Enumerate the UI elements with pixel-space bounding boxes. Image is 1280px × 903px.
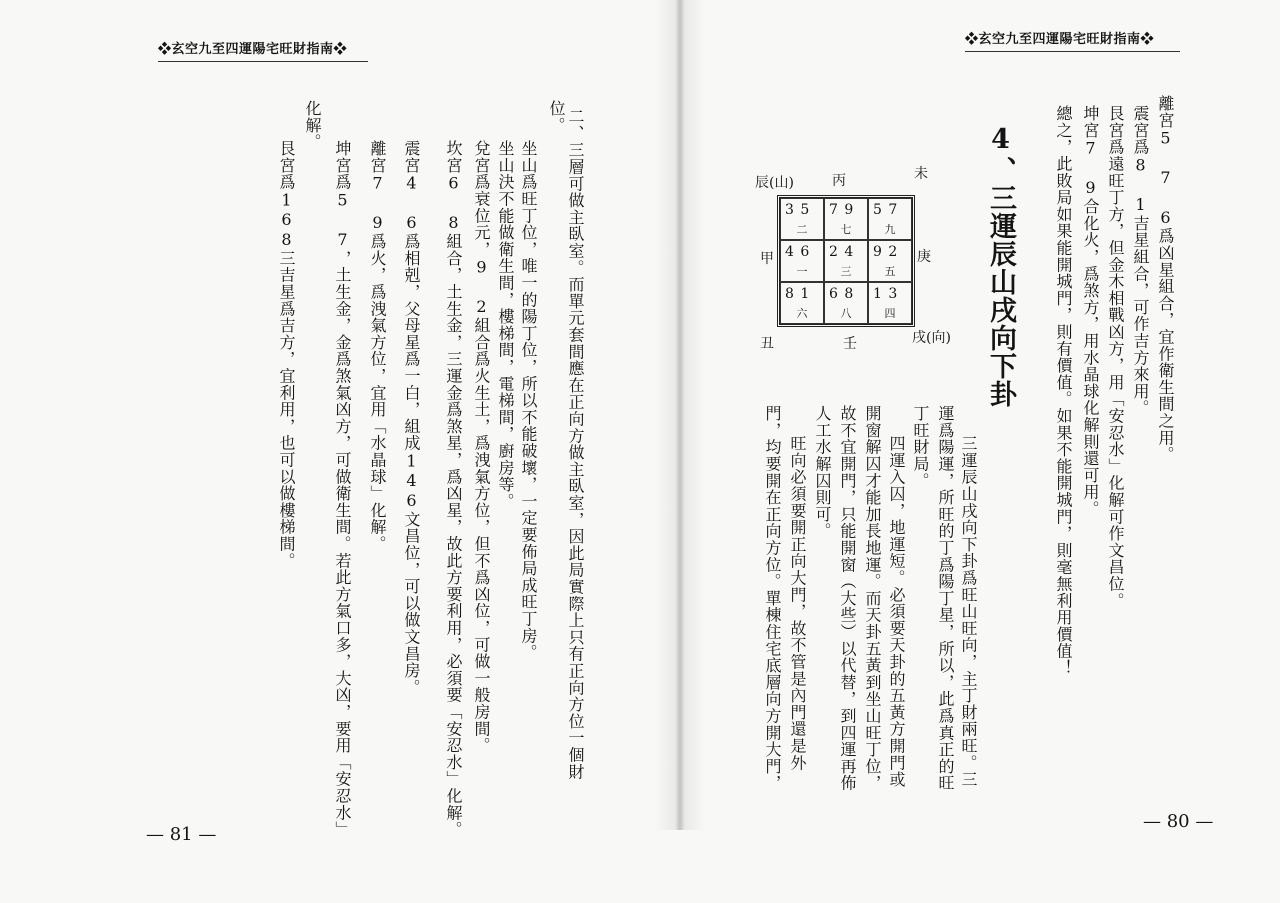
- text-column: 旺向必須要開正向大門，故不管是內門還是外: [788, 435, 807, 771]
- star-chart-grid: [777, 195, 915, 327]
- text-column: 總之，此敗局如果能開城門，則有價值。如果不能開城門，則毫無利用價值！: [1054, 105, 1073, 677]
- cell-stars: 6 8: [829, 286, 855, 302]
- chart-cell: [868, 282, 912, 324]
- page-number: — 81 —: [146, 824, 217, 845]
- text-column: 門，均要開在正向方位。單棟住宅底層向方開大門，: [763, 405, 782, 792]
- cell-stars: 2 4: [829, 244, 855, 260]
- cell-stars: 9 2: [873, 244, 899, 260]
- chart-cell: [780, 198, 824, 240]
- text-column: 故不宜開門，只能開窗（大些）以代替，到四運再佈: [838, 405, 857, 792]
- cell-period: 四: [884, 307, 896, 320]
- text-column: 震宮爲8 1吉星組合，可作吉方來用。: [1131, 105, 1150, 417]
- text-column: 離宮7 9爲火，爲洩氣方位，宜用「水晶球」化解。: [368, 140, 387, 553]
- section-title: 4、三運辰山戌向下卦: [985, 124, 1016, 408]
- cell-period: 六: [796, 307, 808, 320]
- chart-label-left: 甲: [760, 251, 774, 267]
- text-column: 開窗解囚才能加長地運。而天卦五黃到坐山旺丁位，: [863, 405, 882, 792]
- cell-period: 九: [884, 223, 896, 236]
- chart-label-top-left: 辰(山): [755, 175, 794, 191]
- text-column: 人工水解囚則可。: [813, 405, 832, 540]
- chart-label-top-right: 未: [914, 166, 928, 182]
- cell-period: 八: [840, 307, 852, 320]
- running-header-left: ❖玄空九至四運陽宅旺財指南❖: [158, 38, 368, 62]
- text-column: 運爲陽運，所旺的丁爲陽丁星，所以，此爲真正的旺: [936, 405, 955, 792]
- chart-cell: [780, 282, 824, 324]
- text-column: 化解。: [303, 100, 322, 151]
- cell-stars: 8 1: [785, 286, 811, 302]
- text-column: 坤宮7 9合化火，爲煞方，用水晶球化解則還可用。: [1081, 105, 1100, 518]
- book-gutter-shadow: [655, 0, 705, 830]
- chart-cell: [824, 198, 868, 240]
- text-column: 震宮4 6爲相剋，父母星爲一白，組成146文昌位，可以做文昌房。: [402, 140, 421, 696]
- cell-stars: 4 6: [785, 244, 811, 260]
- page-number: — 80 —: [1143, 811, 1214, 832]
- text-column: 坐山爲旺丁位，唯一的陽丁位，所以不能破壞，一定要佈局成旺丁房。: [519, 140, 538, 661]
- text-column: 艮宮爲168三吉星爲吉方，宜利用，也可以做樓梯間。: [277, 140, 296, 569]
- cell-period: 二: [796, 223, 808, 236]
- chart-cell: [868, 198, 912, 240]
- cell-stars: 5 7: [873, 202, 899, 218]
- text-column: 離宮5 7 6爲凶星組合，宜作衛生間之用。: [1156, 95, 1175, 463]
- cell-period: 五: [884, 265, 896, 278]
- chart-cell: [780, 240, 824, 282]
- text-column: 坐山決不能做衛生間，樓梯間，電梯間，廚房等。: [496, 140, 515, 510]
- chart-label-right: 庚: [917, 249, 931, 265]
- text-column: 坎宮6 8組合，土生金，三運金爲煞星，爲凶星，故此方要利用，必須要「安忍水」化解。: [444, 140, 463, 838]
- chart-label-top: 丙: [832, 173, 846, 189]
- text-column: 丁旺財局。: [911, 405, 930, 489]
- text-column: 位。: [547, 100, 566, 134]
- chart-label-bottom-right: 戌(向): [912, 330, 951, 346]
- cell-period: 三: [840, 265, 852, 278]
- chart-label-bottom: 壬: [843, 336, 857, 352]
- chart-cell: [824, 282, 868, 324]
- cell-stars: 7 9: [829, 202, 855, 218]
- text-column: 坤宮爲5 7，土生金，金爲煞氣凶方，可做衛生間。若此方氣口多，大凶，要用「安忍水」: [333, 140, 352, 838]
- text-column: 二、三層可做主臥室。而單元套間應在正向方做主臥室，因此局實際上只有正向方位一個財: [566, 108, 585, 780]
- chart-cell: [868, 240, 912, 282]
- cell-stars: 1 3: [873, 286, 899, 302]
- text-column: 兌宮爲衰位元，9 2組合爲火生土，爲洩氣方位，但不爲凶位，可做一般房間。: [472, 140, 491, 754]
- text-column: 艮宮爲遠旺丁方，但金木相戰凶方，用「安忍水」化解可作文昌位。: [1106, 105, 1125, 609]
- text-column: 三運辰山戌向下卦爲旺山旺向，主丁財兩旺。三: [959, 435, 978, 788]
- text-column: 四運入囚，地運短。必須要天卦的五黃方開門或: [887, 435, 906, 788]
- chart-cell: [824, 240, 868, 282]
- chart-label-bottom-left: 丑: [760, 336, 774, 352]
- running-header-right: ❖玄空九至四運陽宅旺財指南❖: [965, 28, 1180, 52]
- cell-stars: 3 5: [785, 202, 811, 218]
- cell-period: 七: [840, 223, 852, 236]
- cell-period: 一: [796, 265, 808, 278]
